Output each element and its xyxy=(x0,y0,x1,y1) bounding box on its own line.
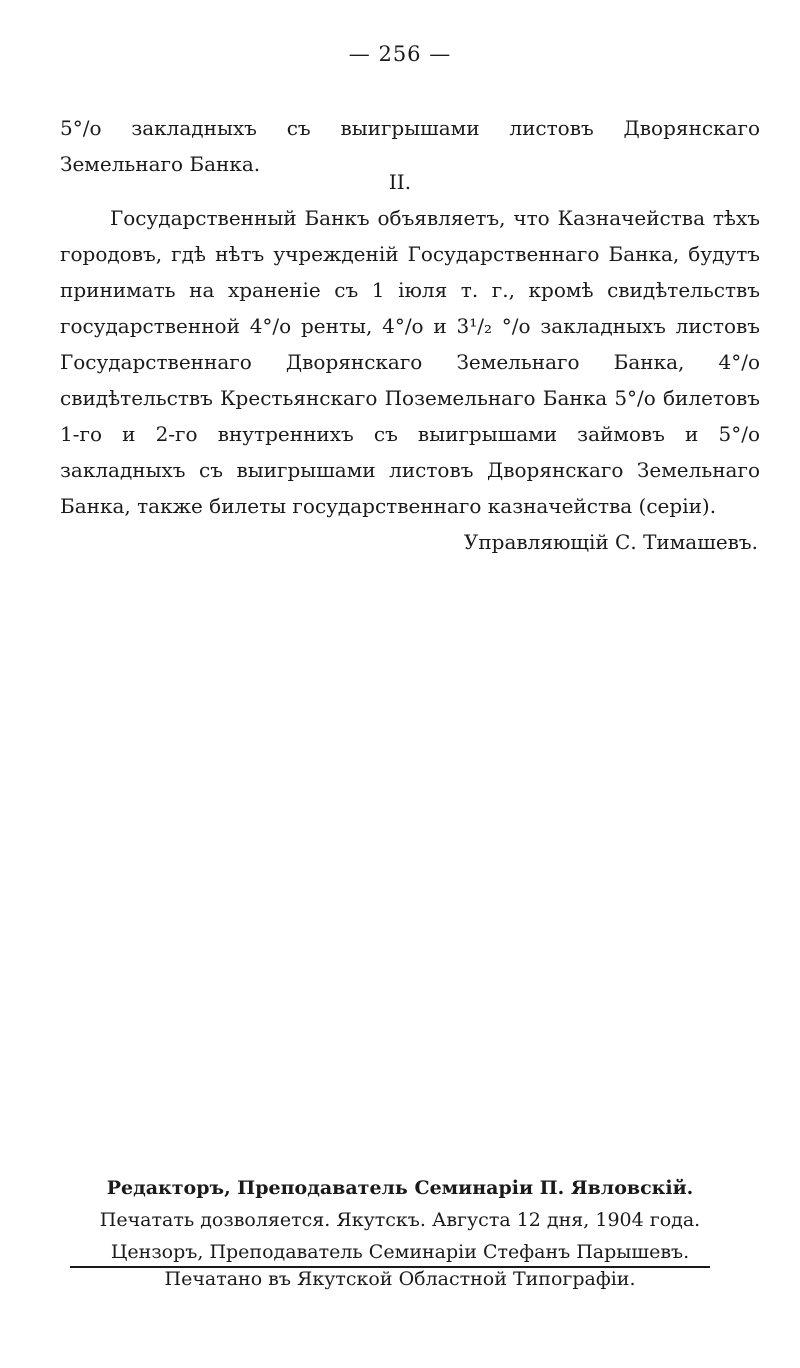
censor-line: Цензоръ, Преподаватель Семинаріи Стефанъ Парышевъ. xyxy=(110,1241,690,1263)
permission-line: Печатать дозволяется. Якутскъ. Августа 12 дня, 1904 года. xyxy=(99,1209,701,1231)
printer-line: Печатано въ Якутской Областной Типографіи. xyxy=(164,1268,636,1290)
page-number: — 256 — xyxy=(348,42,452,66)
section-mark: II. xyxy=(388,170,412,194)
main-paragraph: Государственный Банкъ объявляетъ, что Казначейства тѣхъ городовъ, гдѣ нѣтъ учрежденій Государственнаго Банка, будутъ принимать на храненіе съ 1 іюля т. г., кромѣ свидѣтельствъ государственной 4°/о ренты, 4°/о и 3¹/₂ °/о закладныхъ листовъ Государственнаго Дворянскаго Земельнаго Банка, 4°/о свидѣтельствъ Крестьянскаго Поземельнаго Банка 5°/о билетовъ 1-го и 2-го внутреннихъ съ выигрышами займовъ и 5°/о закладныхъ съ выигрышами листовъ Дворянскаго Земельнаго Банка, также билеты государственнаго казначейства (серіи). xyxy=(60,206,760,518)
signature: Управляющій С. Тимашевъ. xyxy=(463,530,758,554)
imprint-block xyxy=(0,1172,800,1268)
continuation-text: 5°/о закладныхъ съ выигрышами листовъ Дворянскаго Земельнаго Банка. xyxy=(60,116,760,176)
main-paragraph-block xyxy=(60,200,760,524)
editor-line: Редакторъ, Преподаватель Семинаріи П. Явловскій. xyxy=(106,1177,694,1199)
